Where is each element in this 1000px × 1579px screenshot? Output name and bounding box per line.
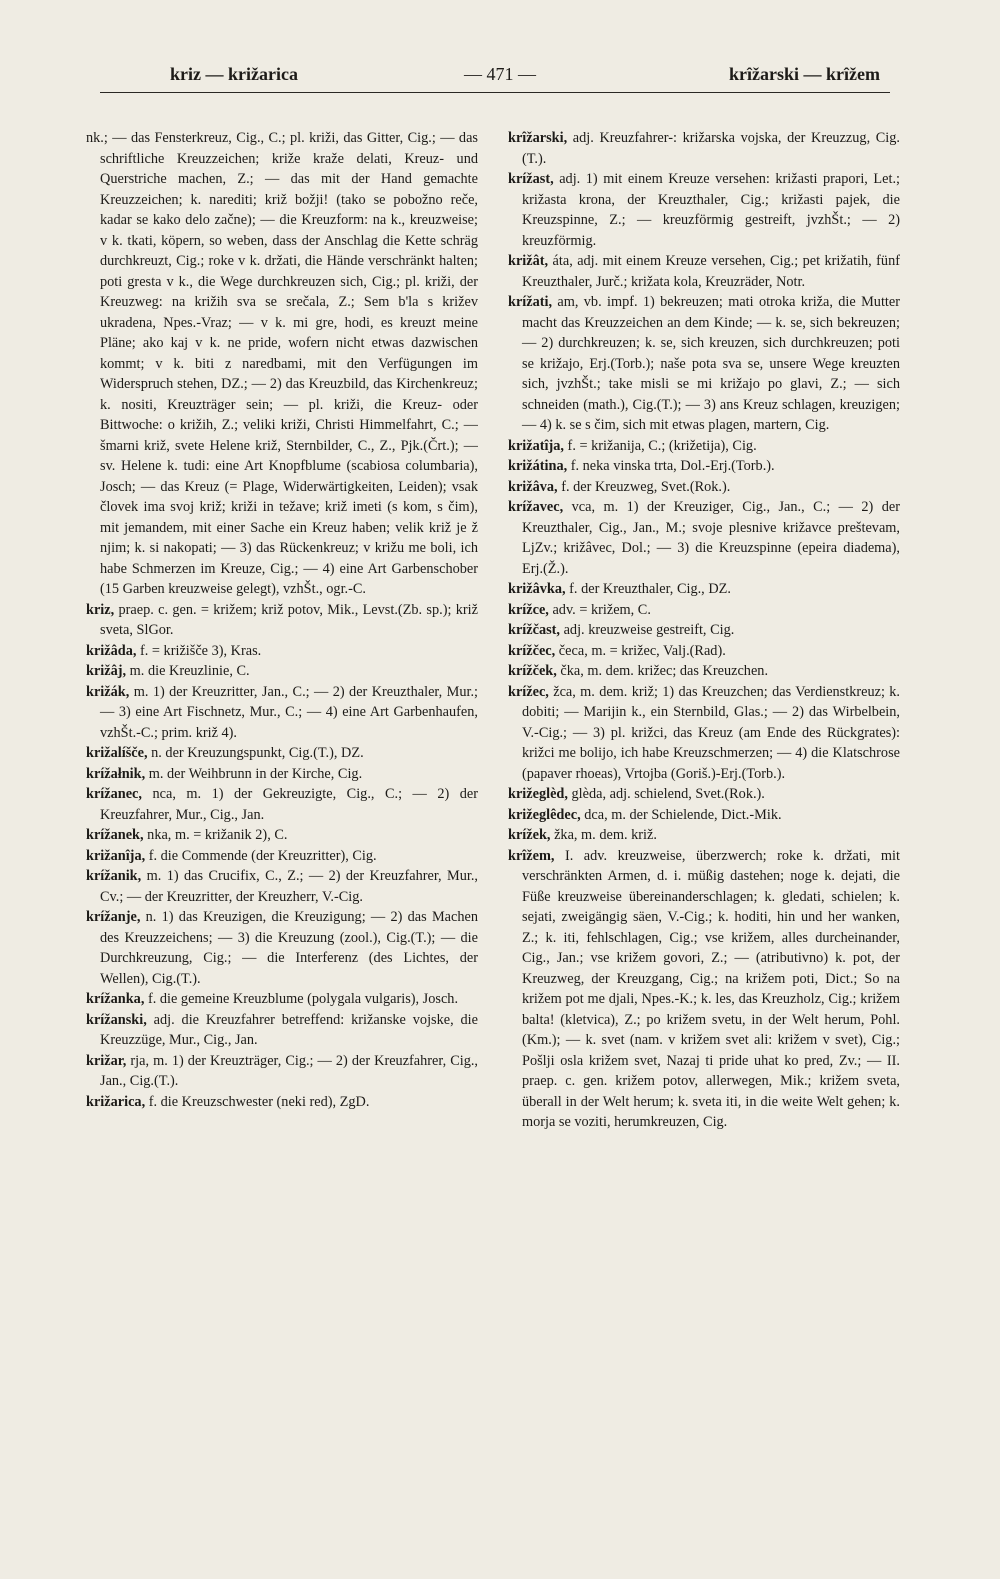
header-right-range: krîžarski — krîžem [729,64,880,84]
dictionary-entry [508,579,900,600]
entry-definition: nca, m. 1) der Gekreuzigte, Cig., C.; — 2) der Kreuzfahrer, Mur., Cig., Jan. [100,786,478,823]
dictionary-entry [508,169,900,251]
entry-definition: f. = križanija, C.; (križetija), Cig. [563,437,757,454]
entry-headword: krížček, [508,663,557,679]
entry-definition: praep. c. gen. = križem; križ potov, Mik., Levst.(Zb. sp.); križ sveta, SlGor. [100,601,478,638]
entry-definition: adj. 1) mit einem Kreuze versehen: križasti prapori, Let.; križasta krona, der Kreuzthaler, Cig.; križasti pajek, die Kreuzspinne, Z.; — kreuzförmig gestreift, jvzhŠt.; — 2) kreuzförmig. [522,171,900,249]
entry-headword: krížałnik, [86,765,146,782]
entry-headword: križar, [86,1052,127,1069]
dictionary-entry [86,907,478,989]
entry-definition: dca, m. der Schielende, Dict.-Mik. [580,806,782,823]
entry-definition: f. die Commende (der Kreuzritter), Cig. [145,847,377,864]
dictionary-entry [86,1010,478,1051]
entry-definition: m. 1) der Kreuzritter, Jan., C.; — 2) der Kreuzthaler, Mur.; — 3) eine Art Fischnetz, Mur., C.; — 4) eine Art Garbenhaufen, vzhŠt.-C.; prim. križ 4). [100,683,478,741]
dictionary-entry [86,989,478,1010]
entry-headword: križanîja, [86,847,146,864]
entry-headword: kriz, [86,601,115,618]
entry-headword: krížanka, [86,991,145,1007]
dictionary-entry [508,436,900,457]
entry-headword: krížavec, [508,499,564,515]
dictionary-entry [508,456,900,477]
entry-headword: križâva, [508,478,558,495]
entry-definition: áta, adj. mit einem Kreuze versehen, Cig.; pet križatih, fünf Kreuzthaler, Jurč.; križata kola, Kreuzräder, Notr. [522,253,900,290]
entry-headword: krížek, [508,827,551,843]
entry-headword: križât, [508,253,549,269]
left-column [86,128,478,1548]
entry-headword: križeglêdec, [508,806,581,823]
entry-headword: krîžem, [508,847,555,864]
dictionary-entry [508,251,900,292]
dictionary-entry [86,661,478,682]
entry-definition: nk.; — das Fensterkreuz, Cig., C.; pl. križi, das Gitter, Cig.; — das schriftliche Kreuzzeichen; križe kraže delati, Kreuz- und Querstriche machen, Z.; — das mit der Hand gemachte Kreuzzeichen; k. narediti; križ božji! (tako se pobožno reče, kadar se kako delo začne); — die Kreuzform: na k., kreuzweise; v k. tkati, köpern, so weben, dass der Anschlag die Kette schräg durchkreuzt, Cig.; roke v k. držati, die Hände verschränkt halten; poti gresta v k., die Wege durchkreuzen sich, Cig.; pl. križi, der Kreuzweg: na križih sva se srečala, Z.; Sem b'la s križev ukradena, Npes.-Vraz; — v k. mi gre, hodi, es kreuzt meine Pläne; ako kaj v k. ne pride, wofern nicht etwas dazwischen kommt; v k. biti z naredbami, mit den Verfügungen im Widerspruch stehen, DZ.; — 2) das Kreuzbild, das Kirchenkreuz; k. nositi, Kreuzträger sein; — pl. križi, die Kreuz- oder Bittwoche: o križih, Z.; veliki križi, Christi Himmelfahrt, C.; — šmarni križ, svete Helene križ, Sternbilder, C., Z., Pjk.(Črt.); — sv. Helene k. tudi: eine Art Knopfblume (scabiosa columbaria), Josch; — das Kreuz (= Plage, Widerwärtigkeiten, Leiden); vsak človek ima svoj križ; križi in težave; križ imeti (s kom, s čim), mit jemandem, mit einer Sache ein Kreuz haben; velik križ je ž njim; k. si nakopati; — 3) das Rückenkreuz; v križu me boli, ich habe Schmerzen im Kreuze, Cig.; — 4) eine Art Garbenschober (15 Garben kreuzweise gelegt), vzhŠt., ogr.-C. [86,130,478,597]
dictionary-entry [86,846,478,867]
entry-definition: rja, m. 1) der Kreuzträger, Cig.; — 2) der Kreuzfahrer, Cig., Jan., Cig.(T.). [100,1052,478,1089]
right-column [508,128,900,1548]
entry-definition: n. der Kreuzungspunkt, Cig.(T.), DZ. [147,745,364,761]
dictionary-entry [508,477,900,498]
entry-headword: krížanski, [86,1011,147,1028]
entry-definition: f. die Kreuzschwester (neki red), ZgD. [145,1093,370,1110]
entry-headword: krížast, [508,171,554,187]
header-left-range: kriz — križarica [170,64,298,84]
entry-definition: adj. Kreuzfahrer-: križarska vojska, der Kreuzzug, Cig.(T.). [522,130,900,167]
dictionary-entry [86,1092,478,1113]
entry-definition: f. neka vinska trta, Dol.-Erj.(Torb.). [567,458,775,474]
dictionary-entry [86,743,478,764]
dictionary-entry [508,497,900,579]
entry-headword: krížanec, [86,786,142,802]
dictionary-entry [86,784,478,825]
entry-definition: m. der Weihbrunn in der Kirche, Cig. [145,765,363,782]
entry-definition: žca, m. dem. križ; 1) das Kreuzchen; das Verdienstkreuz; k. dobiti; — Marijin k., ein Sternbild, Glas.; — 2) das Wirbelbein, V.-Cig.; — 3) pl. križci, das Kreuz (am Ende des Rückgrates): križci me bolijo, ich habe Kreuzschmerzen; — 4) die Klatschrose (papaver rhoeas), Vrtojba (Goriš.)-Erj.(Torb.). [522,683,900,782]
header-rule [100,92,890,93]
dictionary-entry [508,641,900,662]
entry-headword: krížanje, [86,909,141,925]
page-number: — 471 — [464,64,536,84]
entry-definition: n. 1) das Kreuzigen, die Kreuzigung; — 2) das Machen des Kreuzzeichens; — 3) die Kreuzung (zool.), Cig.(T.); — die Durchkreuzung, Cig.; — die Interferenz (des Lichtes, der Wellen), Cig.(T.). [100,909,478,987]
entry-definition: glèda, adj. schielend, Svet.(Rok.). [567,786,765,802]
entry-definition: f. die gemeine Kreuzblume (polygala vulgaris), Josch. [144,991,459,1007]
dictionary-entry [86,128,478,600]
entry-headword: križák, [86,683,130,700]
entry-definition: m. 1) das Crucifix, C., Z.; — 2) der Kreuzfahrer, Mur., Cv.; — der Kreuzritter, der Kreuzherr, V.-Cig. [100,868,478,905]
entry-headword: krížanik, [86,868,142,884]
entry-headword: krížec, [508,683,549,700]
entry-definition: adv. = križem, C. [548,601,651,618]
entry-definition: vca, m. 1) der Kreuziger, Cig., Jan., C.; — 2) der Kreuzthaler, Cig., Jan., M.; svoje plesnive križavce preštevam, LjZv.; križâvec, Dol.; — 3) die Kreuzspinne (epeira diadema), Erj.(Ž.). [522,499,900,577]
entry-headword: krížce, [508,601,549,618]
entry-headword: krížčast, [508,622,561,638]
dictionary-entry [508,784,900,805]
entry-headword: križâda, [86,642,137,659]
dictionary-entry [508,825,900,846]
dictionary-entry [508,682,900,785]
dictionary-entry [86,600,478,641]
entry-headword: križarica, [86,1093,146,1110]
dictionary-entry [508,128,900,169]
dictionary-entry [508,661,900,682]
dictionary-entry [86,825,478,846]
dictionary-entry [508,846,900,1133]
entry-definition: nka, m. = križanik 2), C. [143,827,288,843]
entry-headword: krížanek, [86,827,144,843]
entry-definition: f. der Kreuzthaler, Cig., DZ. [565,581,731,597]
entry-definition: m. die Kreuzlinie, C. [126,663,250,679]
dictionary-entry [86,682,478,744]
entry-headword: križalíšče, [86,745,148,761]
entry-definition: čeca, m. = križec, Valj.(Rad). [555,642,726,659]
entry-headword: križâj, [86,663,127,679]
entry-definition: čka, m. dem. križec; das Kreuzchen. [556,663,769,679]
entry-definition: I. adv. kreuzweise, überzwerch; roke k. držati, mit verschränkten Armen, d. i. müßig dastehen; noge k. dejati, die Füße kreuzweise übereinanderschlagen; k. gledati, schielen; k. sejati, zweigängig säen, V.-Cig.; k. hoditi, hin und her wanken, Z.; k. iti, fehlschlagen, Cig.; vse križem, alles durcheinander, Cig., Jan.; vse križem govori, Z.; — (atributivno) k. pot, der Kreuzweg, der Kreuzgang, Cig.; na križem poti, Dict.; So na križem pot me djali, Npes.-K.; k. les, das Kreuzholz, Cig.; križem balta! (kletvica), Z.; po križem svetu, in der Welt herum, Pohl.(Km.); — k. svet (nam. v križem svet ali: križem v svet), Cig.; Pošlji osla križem svet, Nazaj ti pride uhat ko pred, Zv.; — II. praep. c. gen. križem potov, allerwegen, Mik.; križem sveta, überall in der Welt herum; k. sveta iti, in die weite Welt gehen; k. morja se voziti, herumkreuzen, Cig. [522,847,900,1130]
dictionary-entry [86,1051,478,1092]
entry-definition: am, vb. impf. 1) bekreuzen; mati otroka križa, die Mutter macht das Kreuzzeichen an dem Kinde; — k. se, sich bekreuzen; — 2) durchkreuzen; k. se, sich kreuzen, sich durchkreuzen; poti se križajo, Erj.(Torb.); naše pota sva se, unsere Wege kreuzten sich, jvzhŠt.; take misli se mi križajo po glavi, Z.; — sich schneiden (math.), Cig.(T.); — 3) ans Kreuz schlagen, kreuzigen; — 4) k. se s čim, sich mit etwas plagen, martern, Cig. [522,294,900,433]
dictionary-entry [508,292,900,436]
dictionary-entry [508,600,900,621]
entry-definition: adj. kreuzweise gestreift, Cig. [560,622,735,638]
dictionary-entry [86,866,478,907]
entry-headword: križeglèd, [508,786,568,802]
dictionary-entry [508,620,900,641]
entry-headword: križâvka, [508,581,566,597]
entry-definition: adj. die Kreuzfahrer betreffend: križanske vojske, die Kreuzzüge, Mur., Cig., Jan. [100,1011,478,1048]
entry-headword: krížčec, [508,642,556,659]
entry-definition: f. = križišče 3), Kras. [136,642,262,659]
entry-headword: krîžarski, [508,130,568,146]
dictionary-entry [86,764,478,785]
dictionary-entry [86,641,478,662]
entry-definition: f. der Kreuzweg, Svet.(Rok.). [557,478,731,495]
page-header [100,58,900,88]
entry-headword: krížati, [508,294,553,310]
dictionary-entry [508,805,900,826]
entry-headword: križatîja, [508,437,564,454]
entry-headword: križátina, [508,458,568,474]
entry-definition: žka, m. dem. križ. [550,827,657,843]
